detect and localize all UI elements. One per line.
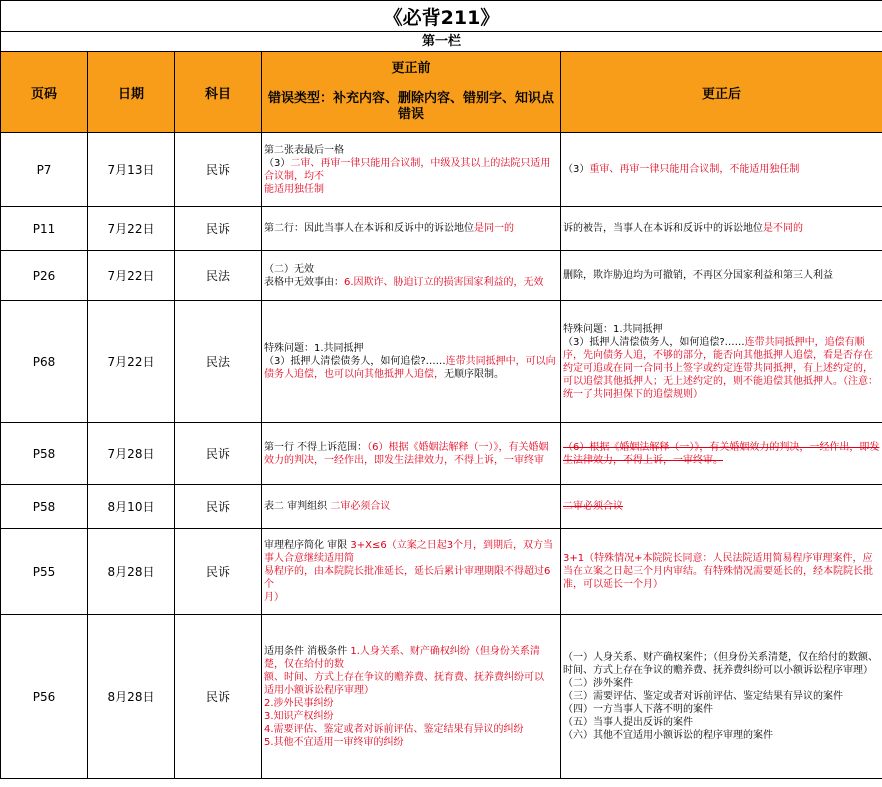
cell-after — [561, 423, 882, 485]
cell-page: P11 — [1, 207, 88, 251]
text-segment: 二审、再审一律只能用合议制，中级及其以上的法院只适用合议制，均不 能适用独任制 — [264, 157, 551, 195]
cell-after — [561, 529, 882, 615]
cell-subject: 民法 — [175, 251, 262, 301]
text-segment: 二审必须合议 — [330, 501, 391, 512]
header-after: 更正后 — [561, 52, 882, 133]
text-segment: 第二张表最后一格 — [264, 144, 344, 156]
cell-before — [262, 301, 561, 423]
text-segment: （6）根据《婚姻法解释（一）》，有关婚姻效力的判决，一经作出，即发生法律效力，不得上诉，一审终审 — [264, 441, 549, 466]
cell-subject: 民诉 — [175, 133, 262, 207]
text-segment: 连带共同抵押中，追偿有顺序，先向债务人追，不够的部分，能否向其他抵押人追偿，看是否存在约定可追或在同一合同书上签字或约定连带共同抵押，有上述约定的，可以追偿其他抵押人；无上述约定的，则不能追偿其他抵押人。（注意：统一了共同担保下的追偿规则） — [563, 336, 878, 400]
cell-date: 8月28日 — [88, 615, 175, 779]
table-row — [1, 485, 882, 529]
cell-date: 8月28日 — [88, 529, 175, 615]
cell-date: 8月10日 — [88, 485, 175, 529]
cell-page: P68 — [1, 301, 88, 423]
text-segment: （6）根据《婚姻法解释（一）》，有关婚姻效力的判决，一经作出，即发生法律效力，不得上诉，一审终审。 — [563, 441, 880, 466]
text-segment: 是同一的 — [474, 223, 514, 234]
cell-date: 7月28日 — [88, 423, 175, 485]
text-segment: 审理程序简化 审限 — [264, 540, 351, 551]
cell-subject: 民诉 — [175, 423, 262, 485]
document-title: 《必背211》 — [1, 1, 882, 32]
header-before-title: 更正前 — [391, 61, 431, 76]
cell-before — [262, 133, 561, 207]
cell-before — [262, 615, 561, 779]
text-segment: 表二 审判组织 — [264, 501, 331, 512]
text-segment: 第一行 不得上诉范围： — [264, 441, 368, 453]
cell-date: 7月22日 — [88, 207, 175, 251]
section-title: 第一栏 — [1, 32, 882, 52]
header-before — [262, 52, 561, 133]
cell-subject: 民诉 — [175, 207, 262, 251]
cell-after — [561, 207, 882, 251]
header-subject: 科目 — [175, 52, 262, 133]
cell-subject: 民法 — [175, 301, 262, 423]
table-row — [1, 529, 882, 615]
text-segment: 是不同的 — [763, 223, 803, 234]
cell-page: P7 — [1, 133, 88, 207]
text-segment: 3+1（特殊情况+本院院长同意：人民法院适用简易程序审理案件，应当在立案之日起三个月内审结。有特殊情况需要延长的，经本院院长批准，可以延长一个月） — [563, 553, 873, 590]
header-page: 页码 — [1, 52, 88, 133]
cell-after — [561, 133, 882, 207]
cell-subject: 民诉 — [175, 615, 262, 779]
cell-date: 7月13日 — [88, 133, 175, 207]
header-date: 日期 — [88, 52, 175, 133]
cell-page: P56 — [1, 615, 88, 779]
cell-date: 7月22日 — [88, 301, 175, 423]
table-row — [1, 133, 882, 207]
cell-after — [561, 485, 882, 529]
cell-after — [561, 251, 882, 301]
text-segment: 无顺序限制。 — [444, 369, 504, 380]
text-segment: 诉的被告，当事人在本诉和反诉中的诉讼地位 — [563, 223, 763, 234]
cell-page: P26 — [1, 251, 88, 301]
text-segment: （一）人身关系、财产确权案件；（但身份关系清楚，仅在给付的数额、时间、方式上存在争议的赡养费、抚养费纠纷可以小额诉讼程序审理） （二）涉外案件 （三）需要评估、鉴定或者对诉前评估、鉴定结果有异议的案件 （四）一方当事人下落不明的案件 （五）当事人提出反诉的案件 （六）其他不宜适用小额诉讼的程序审理的案件 — [563, 652, 878, 741]
cell-after — [561, 615, 882, 779]
text-segment: （3） — [264, 157, 291, 169]
table-row — [1, 301, 882, 423]
header-error-types: 错误类型：补充内容、删除内容、错别字、知识点错误 — [267, 91, 554, 122]
text-segment: （二）无效 表格中无效事由： — [264, 263, 344, 288]
text-segment: 3+X≤6（立案之日起3个月，到期后，双方当事人合意继续适用简 易程序的，由本院院长批准延长，延长后累计审理期限不得超过6个 月） — [264, 540, 554, 603]
text-segment: 6.因欺诈、胁迫订立的损害国家利益的，无效 — [344, 276, 544, 288]
text-segment: 重审、再审一律只能用合议制，不能适用独任制 — [589, 164, 800, 175]
text-segment: 1.人身关系、财产确权纠纷（但身份关系清楚，仅在给付的数 额、时间、方式上存在争议的赡养费、抚育费、抚养费纠纷可以 适用小额诉讼程序审理） 2.涉外民事纠纷 3.知识产权纠纷 4.需要评估、鉴定或者对诉前评估、鉴定结果有异议的纠纷 5.其他不宜适用一审终审的纠纷 — [264, 645, 544, 748]
text-segment: （3） — [563, 164, 590, 175]
cell-before — [262, 529, 561, 615]
text-segment: 适用条件 消极条件 — [264, 645, 351, 657]
cell-subject: 民诉 — [175, 529, 262, 615]
cell-subject: 民诉 — [175, 485, 262, 529]
cell-before — [262, 485, 561, 529]
text-segment: 连带共同抵押中，可以向债务人追偿，也可以向其他抵押人追偿， — [264, 356, 556, 380]
text-segment: 第二行：因此当事人在本诉和反诉中的诉讼地位 — [264, 223, 474, 234]
table-row — [1, 423, 882, 485]
text-segment: 特殊问题：1.共同抵押 （3）抵押人清偿债务人，如何追偿?…… — [264, 343, 446, 367]
text-segment: 二审必须合议 — [563, 501, 623, 512]
cell-page: P58 — [1, 485, 88, 529]
cell-page: P58 — [1, 423, 88, 485]
text-segment: 删除，欺诈胁迫均为可撤销，不再区分国家利益和第三人利益 — [563, 270, 833, 281]
table-row — [1, 615, 882, 779]
cell-before — [262, 423, 561, 485]
table-row — [1, 207, 882, 251]
cell-before — [262, 251, 561, 301]
table-row — [1, 251, 882, 301]
cell-date: 7月22日 — [88, 251, 175, 301]
cell-page: P55 — [1, 529, 88, 615]
cell-after — [561, 301, 882, 423]
text-segment: 特殊问题：1.共同抵押 （3）抵押人清偿债务人，如何追偿?…… — [563, 323, 745, 348]
cell-before — [262, 207, 561, 251]
